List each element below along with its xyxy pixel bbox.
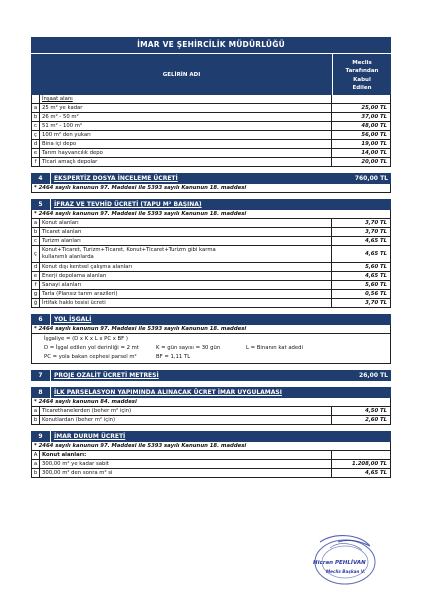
section-title: YOL İŞGALİ [54, 316, 92, 323]
section-value: 760,00 TL [354, 175, 388, 182]
table-row [31, 263, 391, 272]
row-label: 300,00 m² ye kadar sabit [40, 460, 332, 468]
section-number: 9 [31, 431, 51, 442]
row-label: 26 m² - 50 m² [40, 113, 332, 121]
section-7-header [31, 370, 391, 381]
tariff-document [31, 37, 391, 478]
formula-term: K = gün sayısı = 30 gün [156, 345, 221, 351]
row-label: Konutlardan (beher m² için) [40, 416, 332, 424]
row-value: 3,70 TL [365, 220, 387, 226]
row-letter: ğ [32, 299, 40, 307]
section-4-note: * 2464 sayılı kanunun 97. Maddesi ile 5393 sayılı Kanunun 18. maddesi [31, 184, 391, 193]
table-row [31, 104, 391, 113]
row-value: 4,50 TL [365, 408, 387, 414]
row-value: 19,00 TL [361, 141, 387, 147]
row-label: 100 m² den yukarı [40, 131, 332, 139]
row-letter: a [32, 460, 40, 468]
col-value-line: Kabul [353, 76, 371, 83]
row-letter: a [32, 104, 40, 112]
row-label-line: kullanımlı alanlarda [42, 254, 94, 260]
table-row [31, 140, 391, 149]
table-row [31, 272, 391, 281]
row-letter: ç [32, 246, 40, 262]
section-title: PROJE OZALİT ÜCRETİ METRESİ [54, 372, 159, 379]
table-row [31, 228, 391, 237]
row-label: Ticarethanelerden (beher m² için) [40, 407, 332, 415]
section-4-header [31, 173, 391, 184]
row-letter: c [32, 237, 40, 245]
section-title: İFRAZ VE TEVHİD ÜCRETİ (TAPU M² BAŞINA) [54, 201, 202, 208]
row-value: 0,56 TL [365, 291, 387, 297]
stamp-name: Hicran PEHLİVAN [313, 560, 366, 566]
row-label: Konut dışı kentsel çalışma alanları [40, 263, 332, 271]
section-number: 4 [31, 173, 51, 184]
table-row [31, 149, 391, 158]
section-8-note: * 2464 sayılı kanunun 84. maddesi [31, 398, 391, 407]
row-value: 4,65 TL [365, 273, 387, 279]
document-title: İMAR VE ŞEHİRCİLİK MÜDÜRLÜĞÜ [31, 37, 391, 53]
row-label: 25 m² ye kadar [40, 104, 332, 112]
table-row [31, 299, 391, 308]
official-stamp [300, 528, 390, 590]
row-value: 4,65 TL [365, 470, 387, 476]
row-label: 300,00 m² den sonra m² si [40, 469, 332, 477]
row-label: Tarla (Plansız tarım arazileri) [40, 290, 332, 298]
row-label [40, 246, 332, 262]
row-label-line: Konut+Ticaret, Turizm+Ticaret, Konut+Ticaret+Turizm gibi karma [42, 247, 216, 253]
row-label: Konut alanları [40, 219, 332, 227]
section-title: EKSPERTİZ DOSYA İNCELEME ÜCRETİ [54, 175, 178, 182]
row-letter: d [32, 140, 40, 148]
row-value: 1.208,00 TL [352, 461, 387, 467]
row-value: 25,00 TL [361, 105, 387, 111]
column-value-header [333, 54, 391, 95]
table-row [31, 131, 391, 140]
row-value: 3,70 TL [365, 300, 387, 306]
table-row [31, 237, 391, 246]
row-label: Enerji depolama alanları [40, 272, 332, 280]
section-title: İLK PARSELASYON YAPIMINDA ALINACAK ÜCRET İMAR UYGULAMASI [54, 389, 282, 396]
formula-term: PC = yola bakan cephesi parsel m² [44, 354, 137, 360]
row-letter: A [32, 451, 40, 459]
section-title: İMAR DURUM ÜCRETİ [54, 433, 126, 440]
row-label: Sanayi alanları [40, 281, 332, 289]
table-row [31, 469, 391, 478]
row-value: 2,60 TL [365, 417, 387, 423]
row-label: 51 m² - 100 m² [40, 122, 332, 130]
column-name-header: GELİRİN ADI [31, 54, 333, 95]
row-letter: d [32, 263, 40, 271]
stamp-role: Meclis Başkan V. [326, 569, 366, 574]
row-letter: ç [32, 131, 40, 139]
row-value: 56,00 TL [361, 132, 387, 138]
section-number: 7 [31, 370, 51, 381]
row-value: 14,00 TL [361, 150, 387, 156]
row-letter: b [32, 228, 40, 236]
row-letter: a [32, 407, 40, 415]
section-9-header [31, 431, 391, 442]
row-label: Ticaret alanları [40, 228, 332, 236]
col-value-line: Meclis [352, 59, 372, 66]
table-row [31, 460, 391, 469]
table-row [31, 290, 391, 299]
row-label: Ticari amaçlı depolar [40, 158, 332, 166]
row-letter: a [32, 219, 40, 227]
row-value: 48,00 TL [361, 123, 387, 129]
insaat-title-row [31, 95, 391, 104]
section-number: 5 [31, 199, 51, 210]
row-letter: c [32, 122, 40, 130]
row-letter: g [32, 290, 40, 298]
row-letter: e [32, 272, 40, 280]
section-number: 6 [31, 314, 51, 325]
row-label: Turizm alanları [40, 237, 332, 245]
row-letter: b [32, 416, 40, 424]
row-label: Konut alanları: [40, 451, 332, 459]
formula-line: İşgaliye = (D x K x L x PC x BF ) [44, 336, 128, 342]
row-letter: e [32, 149, 40, 157]
section-8-header [31, 387, 391, 398]
section-value: 26,00 TL [359, 372, 388, 379]
table-row [31, 416, 391, 425]
table-row [31, 246, 391, 263]
row-value: 5,60 TL [365, 282, 387, 288]
formula-term: L = Binanın kat adedi [246, 345, 304, 351]
row-letter: f [32, 158, 40, 166]
table-row [31, 122, 391, 131]
row-value: 20,00 TL [361, 159, 387, 165]
row-label: Bina içi depo [40, 140, 332, 148]
row-label: Tarım hayvancılık depo [40, 149, 332, 157]
col-value-line: Edilen [352, 85, 372, 91]
row-value: 3,70 TL [365, 229, 387, 235]
row-value: 4,65 TL [365, 251, 387, 257]
section-6-note: * 2464 sayılı kanunun 97. Maddesi ile 5393 sayılı Kanunun 18. maddesi [31, 325, 391, 334]
formula-term: D = İşgal edilen yol derinliği = 2 mt [44, 345, 139, 351]
row-letter: b [32, 469, 40, 477]
table-row [31, 407, 391, 416]
sec9-group-row [31, 451, 391, 460]
row-label: İrtifak hakkı tesisi ücreti [40, 299, 332, 307]
formula-term: BF = 1,11 TL [156, 354, 191, 360]
section-5-header [31, 199, 391, 210]
column-header [31, 53, 391, 95]
row-letter: f [32, 281, 40, 289]
row-letter: b [32, 113, 40, 121]
table-row [31, 113, 391, 122]
section-9-note: * 2464 sayılı kanunun 97. Maddesi ile 5393 sayılı Kanunun 18. maddesi [31, 442, 391, 451]
row-value: 5,60 TL [365, 264, 387, 270]
section-6-header [31, 314, 391, 325]
insaat-title: İnşaat alanı [40, 95, 332, 103]
row-value: 37,00 TL [361, 114, 387, 120]
table-row [31, 219, 391, 228]
table-row [31, 158, 391, 167]
yol-isgali-formula [31, 334, 391, 364]
section-5-note: * 2464 sayılı kanunun 97. Maddesi ile 5393 sayılı Kanunun 18. maddesi [31, 210, 391, 219]
col-value-line: Tarafından [345, 68, 379, 74]
table-row [31, 281, 391, 290]
section-number: 8 [31, 387, 51, 398]
row-value: 4,65 TL [365, 238, 387, 244]
